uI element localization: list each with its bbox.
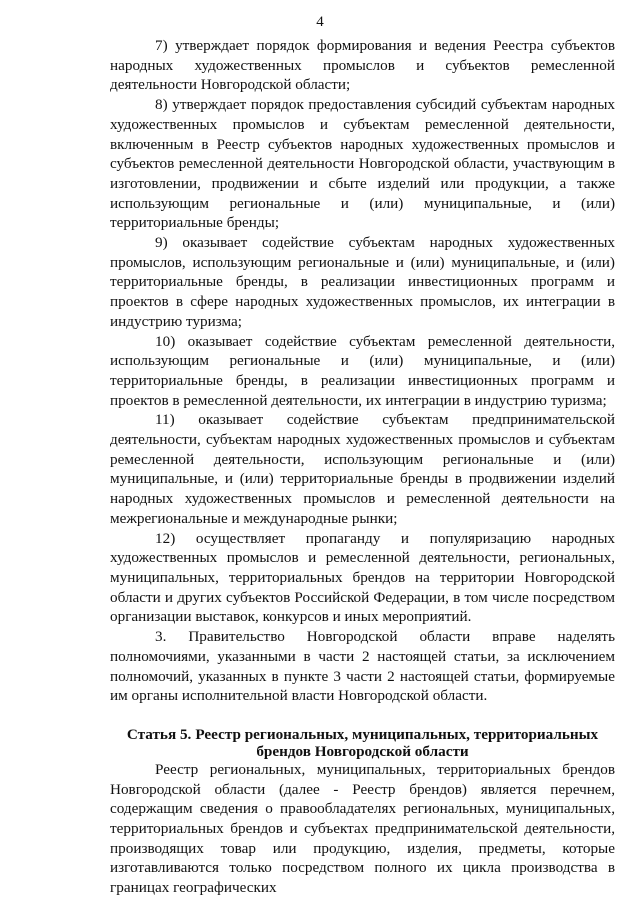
paragraph-item-12: 12) осуществляет пропаганду и популяризацию народных художественных промыслов и ремесленной деятельности, региональных, муниципальных, территориальных брендов на территории Новгородской области и других субъектов Российской Федерации, в том числе посредством организации выставок, конкурсов и иных мероприятий. (110, 529, 615, 626)
page-number: 4 (316, 14, 324, 30)
paragraph-part-3: 3. Правительство Новгородской области вправе наделять полномочиями, указанными в части 2 настоящей статьи, за исключением полномочий, указанных в пункте 3 части 2 настоящей статьи, формируемые им органы исполнительной власти Новгородской области. (110, 628, 615, 705)
paragraph-item-11: 11) оказывает содействие субъектам предпринимательской деятельности, субъектам народных художественных промыслов и субъектам ремесленной деятельности, использующим региональные и (или) муниципальные, и (или) территориальные бренды в продвижении изделий народных художественных промыслов и ремесленной деятельности на межрегиональные и международные рынки; (110, 411, 615, 527)
paragraph-item-7: 7) утверждает порядок формирования и ведения Реестра субъектов народных художественных промыслов и субъектов ремесленной деятельности Новгородской области; (110, 37, 615, 94)
paragraph-item-10: 10) оказывает содействие субъектам ремесленной деятельности, использующим региональные и (или) муниципальные, и (или) территориальные бренды, в реализации инвестиционных программ и проектов в ремесленной деятельности, их интеграции в индустрию туризма; (110, 332, 615, 409)
document-body (110, 36, 615, 898)
paragraph-item-9: 9) оказывает содействие субъектам народных художественных промыслов, использующим региональные и (или) муниципальные, и (или) территориальные бренды, в реализации инвестиционных программ и проектов в сфере народных художественных промыслов, их интеграции в индустрию туризма; (110, 234, 615, 330)
article-heading (110, 726, 615, 760)
article-title: Реестр региональных, муниципальных, территориальных брендов Новгородской области (195, 725, 599, 760)
article-body: Реестр региональных, муниципальных, территориальных брендов Новгородской области (далее - Реестр брендов) является перечнем, содержащим сведения о правообладателях региональных, муниципальных, территориальных брендов и субъектах предпринимательской деятельности, производящих товар или продукцию, изделия, предметы, которые изготавливаются только посредством полного их цикла производства в границах географических (110, 760, 615, 897)
article-number: Статья 5. (126, 725, 192, 743)
paragraph-item-8: 8) утверждает порядок предоставления субсидий субъектам народных художественных промыслов и субъектам ремесленной деятельности, включенным в Реестр субъектов народных художественных промыслов и субъектов ремесленной деятельности Новгородской области, участвующим в изготовлении, продвижении и сбыте изделий или продукции, а также использующим региональные и (или) муниципальные, и (или) территориальные бренды; (110, 96, 615, 232)
